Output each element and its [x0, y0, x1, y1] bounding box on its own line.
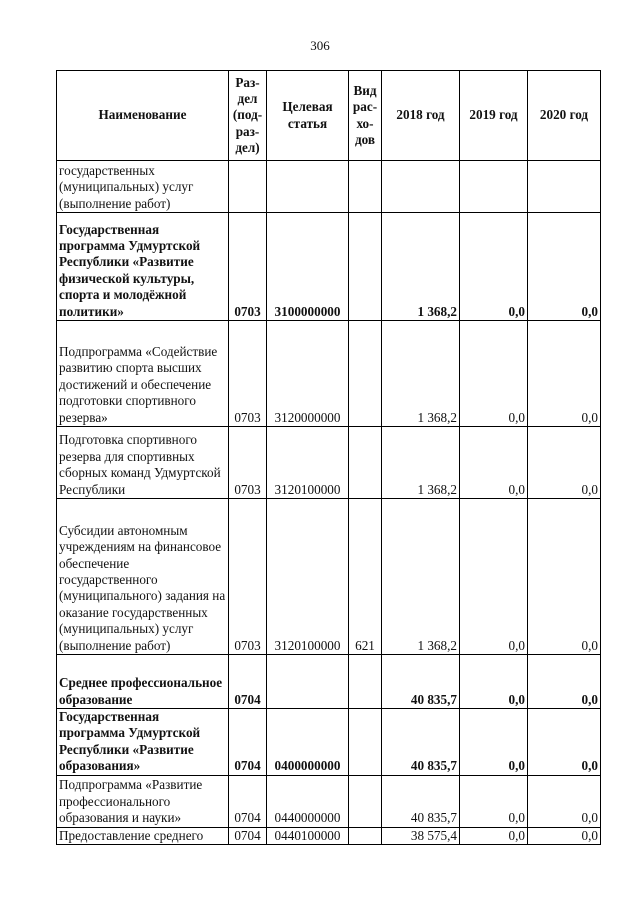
row-2018: 1 368,2: [382, 499, 460, 655]
row-expense-type: [349, 427, 382, 499]
row-2020: 0,0: [528, 775, 601, 827]
row-2020: [528, 161, 601, 213]
header-expense-type: [349, 71, 382, 161]
header-row: [57, 71, 601, 161]
row-expense-type: [349, 775, 382, 827]
header-name: Наименование: [57, 71, 229, 161]
header-target-text: Целевая статья: [282, 99, 333, 131]
row-2019: 0,0: [460, 709, 528, 776]
row-target: 3120000000: [267, 321, 349, 427]
row-2019: 0,0: [460, 827, 528, 844]
row-2020: 0,0: [528, 499, 601, 655]
row-2019: 0,0: [460, 321, 528, 427]
row-2020: 0,0: [528, 321, 601, 427]
row-2020: 0,0: [528, 213, 601, 321]
row-expense-type: 621: [349, 499, 382, 655]
row-2019: 0,0: [460, 655, 528, 709]
row-target: 0440100000: [267, 827, 349, 844]
row-2020: 0,0: [528, 709, 601, 776]
table-row: [57, 427, 601, 499]
row-2019: 0,0: [460, 499, 528, 655]
row-section: 0704: [229, 827, 267, 844]
row-section: 0704: [229, 775, 267, 827]
row-2018: 38 575,4: [382, 827, 460, 844]
page-number: 306: [310, 38, 330, 53]
table-row: [57, 709, 601, 776]
row-name: Среднее профессиональное образование: [57, 655, 229, 709]
row-section: 0704: [229, 655, 267, 709]
row-2018: 1 368,2: [382, 427, 460, 499]
row-expense-type: [349, 321, 382, 427]
row-target: 0440000000: [267, 775, 349, 827]
row-section: 0703: [229, 427, 267, 499]
table-row: [57, 499, 601, 655]
row-2020: 0,0: [528, 427, 601, 499]
header-section: [229, 71, 267, 161]
row-name: государственных (муниципальных) услуг (выполнение работ): [57, 161, 229, 213]
row-expense-type: [349, 709, 382, 776]
row-name: Подпрограмма «Развитие профессионального образования и науки»: [57, 775, 229, 827]
header-2018: 2018 год: [382, 71, 460, 161]
header-2020: 2020 год: [528, 71, 601, 161]
row-2019: 0,0: [460, 427, 528, 499]
table-row: [57, 321, 601, 427]
table-row: [57, 655, 601, 709]
row-2020: 0,0: [528, 827, 601, 844]
row-target: 3120100000: [267, 499, 349, 655]
row-target: [267, 655, 349, 709]
row-2019: [460, 161, 528, 213]
header-2019: 2019 год: [460, 71, 528, 161]
row-2018: 1 368,2: [382, 321, 460, 427]
row-2020: 0,0: [528, 655, 601, 709]
header-target: [267, 71, 349, 161]
row-section: [229, 161, 267, 213]
row-expense-type: [349, 827, 382, 844]
header-section-text: Раз- дел (под- раз- дел): [232, 74, 263, 155]
row-2018: [382, 161, 460, 213]
row-2018: 1 368,2: [382, 213, 460, 321]
row-name: Предоставление среднего: [57, 827, 229, 844]
row-target: 3120100000: [267, 427, 349, 499]
row-name: Государственная программа Удмуртской Республики «Развитие образования»: [57, 709, 229, 776]
table-row: [57, 827, 601, 844]
row-name: Подготовка спортивного резерва для спортивных сборных команд Удмуртской Республики: [57, 427, 229, 499]
row-2018: 40 835,7: [382, 655, 460, 709]
row-name: Подпрограмма «Содействие развитию спорта высших достижений и обеспечение подготовки спортивного резерва»: [57, 321, 229, 427]
row-expense-type: [349, 161, 382, 213]
row-section: 0703: [229, 499, 267, 655]
row-target: 0400000000: [267, 709, 349, 776]
row-target: 3100000000: [267, 213, 349, 321]
row-section: 0703: [229, 213, 267, 321]
row-name: Субсидии автономным учреждениям на финансовое обеспечение государственного (муниципального) задания на оказание государственных (муниципальных) услуг (выполнение работ): [57, 499, 229, 655]
row-2018: 40 835,7: [382, 775, 460, 827]
row-target: [267, 161, 349, 213]
row-expense-type: [349, 655, 382, 709]
row-section: 0704: [229, 709, 267, 776]
budget-table: [56, 70, 601, 845]
row-2018: 40 835,7: [382, 709, 460, 776]
table-row: [57, 775, 601, 827]
row-section: 0703: [229, 321, 267, 427]
row-2019: 0,0: [460, 213, 528, 321]
table-row: [57, 161, 601, 213]
row-expense-type: [349, 213, 382, 321]
table-row: [57, 213, 601, 321]
row-name: Государственная программа Удмуртской Республики «Развитие физической культуры, спорта и молодёжной политики»: [57, 213, 229, 321]
row-2019: 0,0: [460, 775, 528, 827]
header-expense-type-text: Вид рас- хо- дов: [352, 83, 378, 147]
